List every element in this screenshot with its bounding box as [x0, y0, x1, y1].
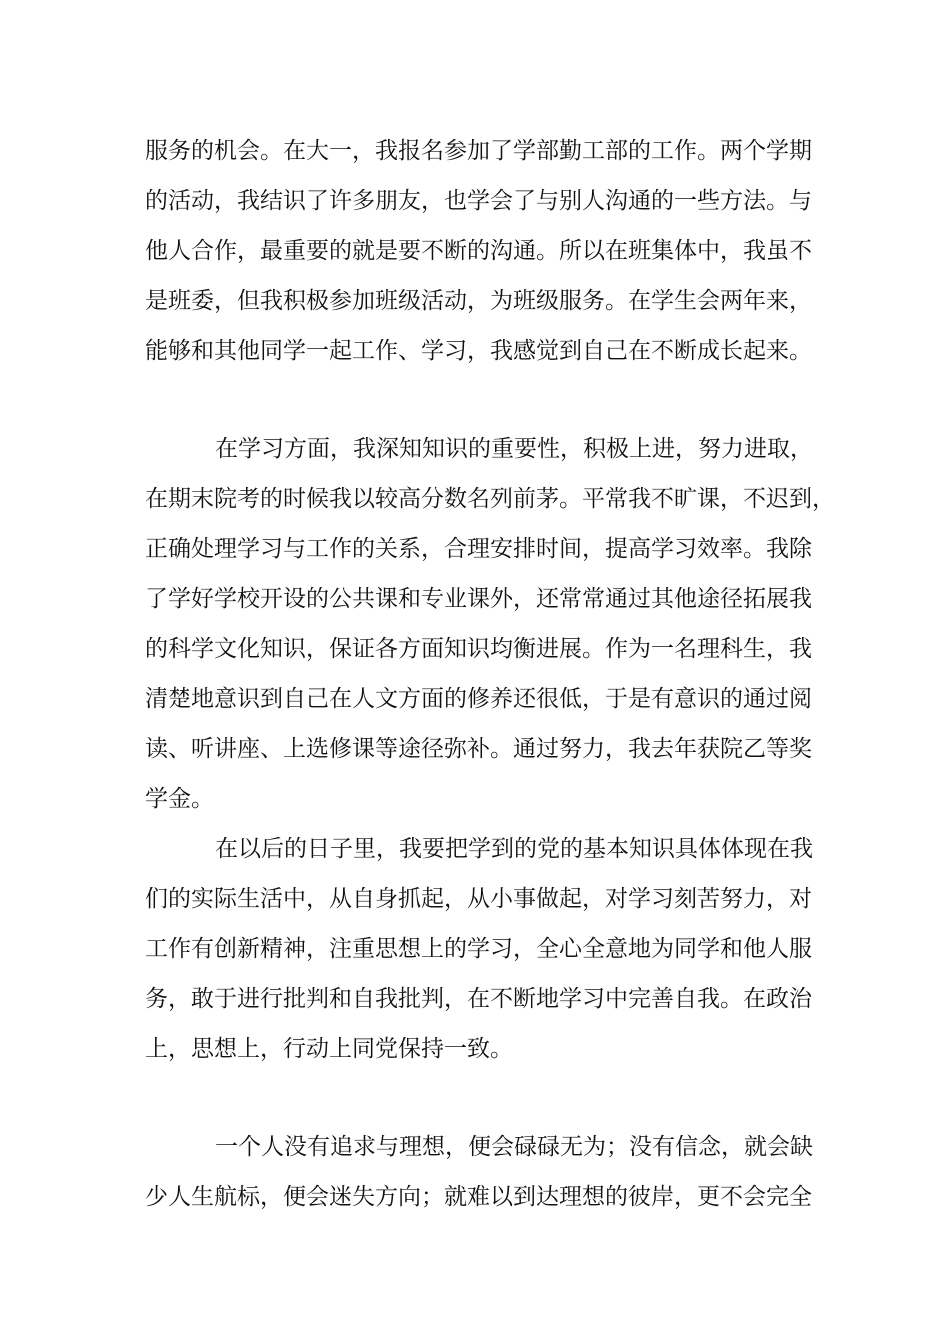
text-line: 学金。	[145, 786, 214, 812]
text-line: 在期末院考的时候我以较高分数名列前茅。平常我不旷课，不迟到，	[145, 486, 835, 512]
text-line: 在学习方面，我深知知识的重要性，积极上进，努力进取，	[215, 436, 813, 462]
text-line: 清楚地意识到自己在人文方面的修养还很低，于是有意识的通过阅	[145, 686, 812, 712]
text-line: 们的实际生活中，从自身抓起，从小事做起，对学习刻苦努力，对	[145, 886, 812, 912]
text-line: 的活动，我结识了许多朋友，也学会了与别人沟通的一些方法。与	[145, 188, 812, 214]
text-line: 能够和其他同学一起工作、学习，我感觉到自己在不断成长起来。	[145, 338, 812, 364]
text-line: 一个人没有追求与理想，便会碌碌无为；没有信念，就会缺	[215, 1134, 813, 1160]
text-line: 他人合作，最重要的就是要不断的沟通。所以在班集体中，我虽不	[145, 238, 812, 264]
text-line: 在以后的日子里，我要把学到的党的基本知识具体体现在我	[215, 836, 813, 862]
text-line: 读、听讲座、上选修课等途径弥补。通过努力，我去年获院乙等奖	[145, 736, 812, 762]
text-line: 了学好学校开设的公共课和专业课外，还常常通过其他途径拓展我	[145, 586, 812, 612]
text-line: 正确处理学习与工作的关系，合理安排时间，提高学习效率。我除	[145, 536, 812, 562]
text-line: 上，思想上，行动上同党保持一致。	[145, 1036, 513, 1062]
text-line: 是班委，但我积极参加班级活动，为班级服务。在学生会两年来，	[145, 288, 812, 314]
text-line: 的科学文化知识，保证各方面知识均衡进展。作为一名理科生，我	[145, 636, 812, 662]
text-line: 少人生航标，便会迷失方向；就难以到达理想的彼岸，更不会完全	[145, 1184, 812, 1210]
text-line: 务，敢于进行批判和自我批判，在不断地学习中完善自我。在政治	[145, 986, 812, 1012]
text-line: 工作有创新精神，注重思想上的学习，全心全意地为同学和他人服	[145, 936, 812, 962]
text-line: 服务的机会。在大一，我报名参加了学部勤工部的工作。两个学期	[145, 138, 812, 164]
